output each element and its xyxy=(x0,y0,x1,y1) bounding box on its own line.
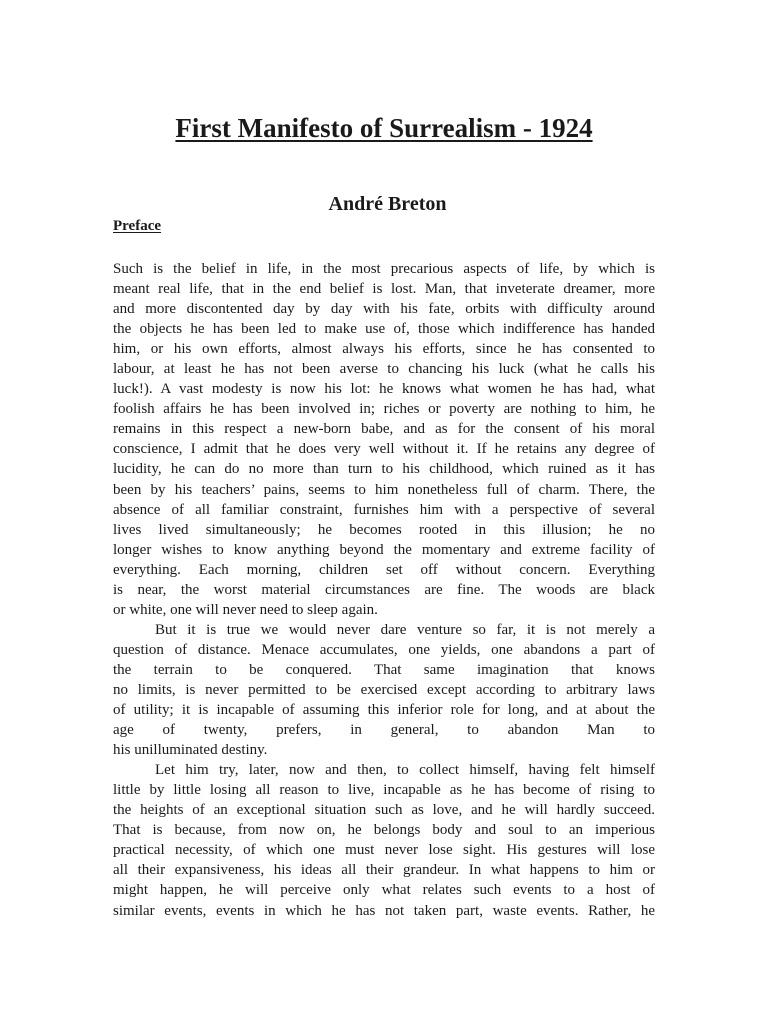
paragraph xyxy=(113,620,655,760)
text-line: Such is the belief in life, in the most precarious aspects of life, by which is xyxy=(113,261,655,277)
text-line: been by his teachers’ pains, seems to him nonetheless full of charm. There, the xyxy=(113,481,655,498)
text-line: question of distance. Menace accumulates, one yields, one abandons a part of xyxy=(113,641,655,658)
text-line: little by little losing all reason to live, incapable as he has become of rising to xyxy=(113,782,655,799)
text-line: of utility; it is incapable of assuming this inferior role for long, and at about the xyxy=(113,702,655,719)
text-line: is near, the worst material circumstances are fine. The woods are black xyxy=(113,581,655,598)
text-line: the terrain to be conquered. That same imagination that knows xyxy=(113,661,655,678)
text-line: practical necessity, of which one must never lose sight. His gestures will lose xyxy=(113,842,655,859)
paragraph xyxy=(113,259,655,620)
paragraph xyxy=(113,760,655,920)
text-line: absence of all familiar constraint, furnishes him with a perspective of several xyxy=(113,501,655,518)
text-line: longer wishes to know anything beyond the momentary and extreme facility of xyxy=(113,541,655,558)
text-line: and more discontented day by day with his fate, orbits with difficulty around xyxy=(113,301,655,318)
section-heading: Preface xyxy=(113,218,162,234)
text-line: might happen, he will perceive only what relates such events to a host of xyxy=(113,882,655,899)
author-name: André Breton xyxy=(328,193,447,215)
body-text xyxy=(113,259,655,921)
text-line: all their expansiveness, his ideas all their grandeur. In what happens to him or xyxy=(113,862,655,879)
text-line: the objects he has been led to make use of, those which indifference has handed xyxy=(113,321,655,338)
page-title: First Manifesto of Surrealism - 1924 xyxy=(175,113,593,143)
text-line: meant real life, that in the end belief is lost. Man, that inveterate dreamer, more xyxy=(113,281,655,298)
text-line: foolish affairs he has been involved in; riches or poverty are nothing to him, he xyxy=(113,401,655,418)
text-line: Let him try, later, now and then, to collect himself, having felt himself xyxy=(155,762,655,779)
text-line: everything. Each morning, children set off without concern. Everything xyxy=(113,561,655,578)
text-line: him, or his own efforts, almost always his efforts, since he has consented to xyxy=(113,341,655,358)
text-line: conscience, I admit that he does very well without it. If he retains any degree of xyxy=(113,441,655,458)
text-line: lucidity, he can do no more than turn to his childhood, which ruined as it has xyxy=(113,461,655,478)
text-line: lives lived simultaneously; he becomes rooted in this illusion; he no xyxy=(113,521,655,538)
text-line: That is because, from now on, he belongs body and soul to an imperious xyxy=(113,822,655,839)
text-line: his unilluminated destiny. xyxy=(113,742,268,759)
text-line: similar events, events in which he has not taken part, waste events. Rather, he xyxy=(113,902,655,919)
text-line: or white, one will never need to sleep again. xyxy=(113,601,378,618)
text-line: But it is true we would never dare venture so far, it is not merely a xyxy=(155,621,655,638)
text-line: age of twenty, prefers, in general, to abandon Man to xyxy=(113,722,655,739)
text-line: labour, at least he has not been averse to chancing his luck (what he calls his xyxy=(113,361,655,378)
text-line: remains in this respect a new-born babe, and as for the consent of his moral xyxy=(113,421,655,438)
text-line: the heights of an exceptional situation such as love, and he will hardly succeed. xyxy=(113,802,655,819)
text-line: no limits, is never permitted to be exercised except according to arbitrary laws xyxy=(113,681,655,698)
text-line: luck!). A vast modesty is now his lot: he knows what women he has had, what xyxy=(113,381,655,398)
